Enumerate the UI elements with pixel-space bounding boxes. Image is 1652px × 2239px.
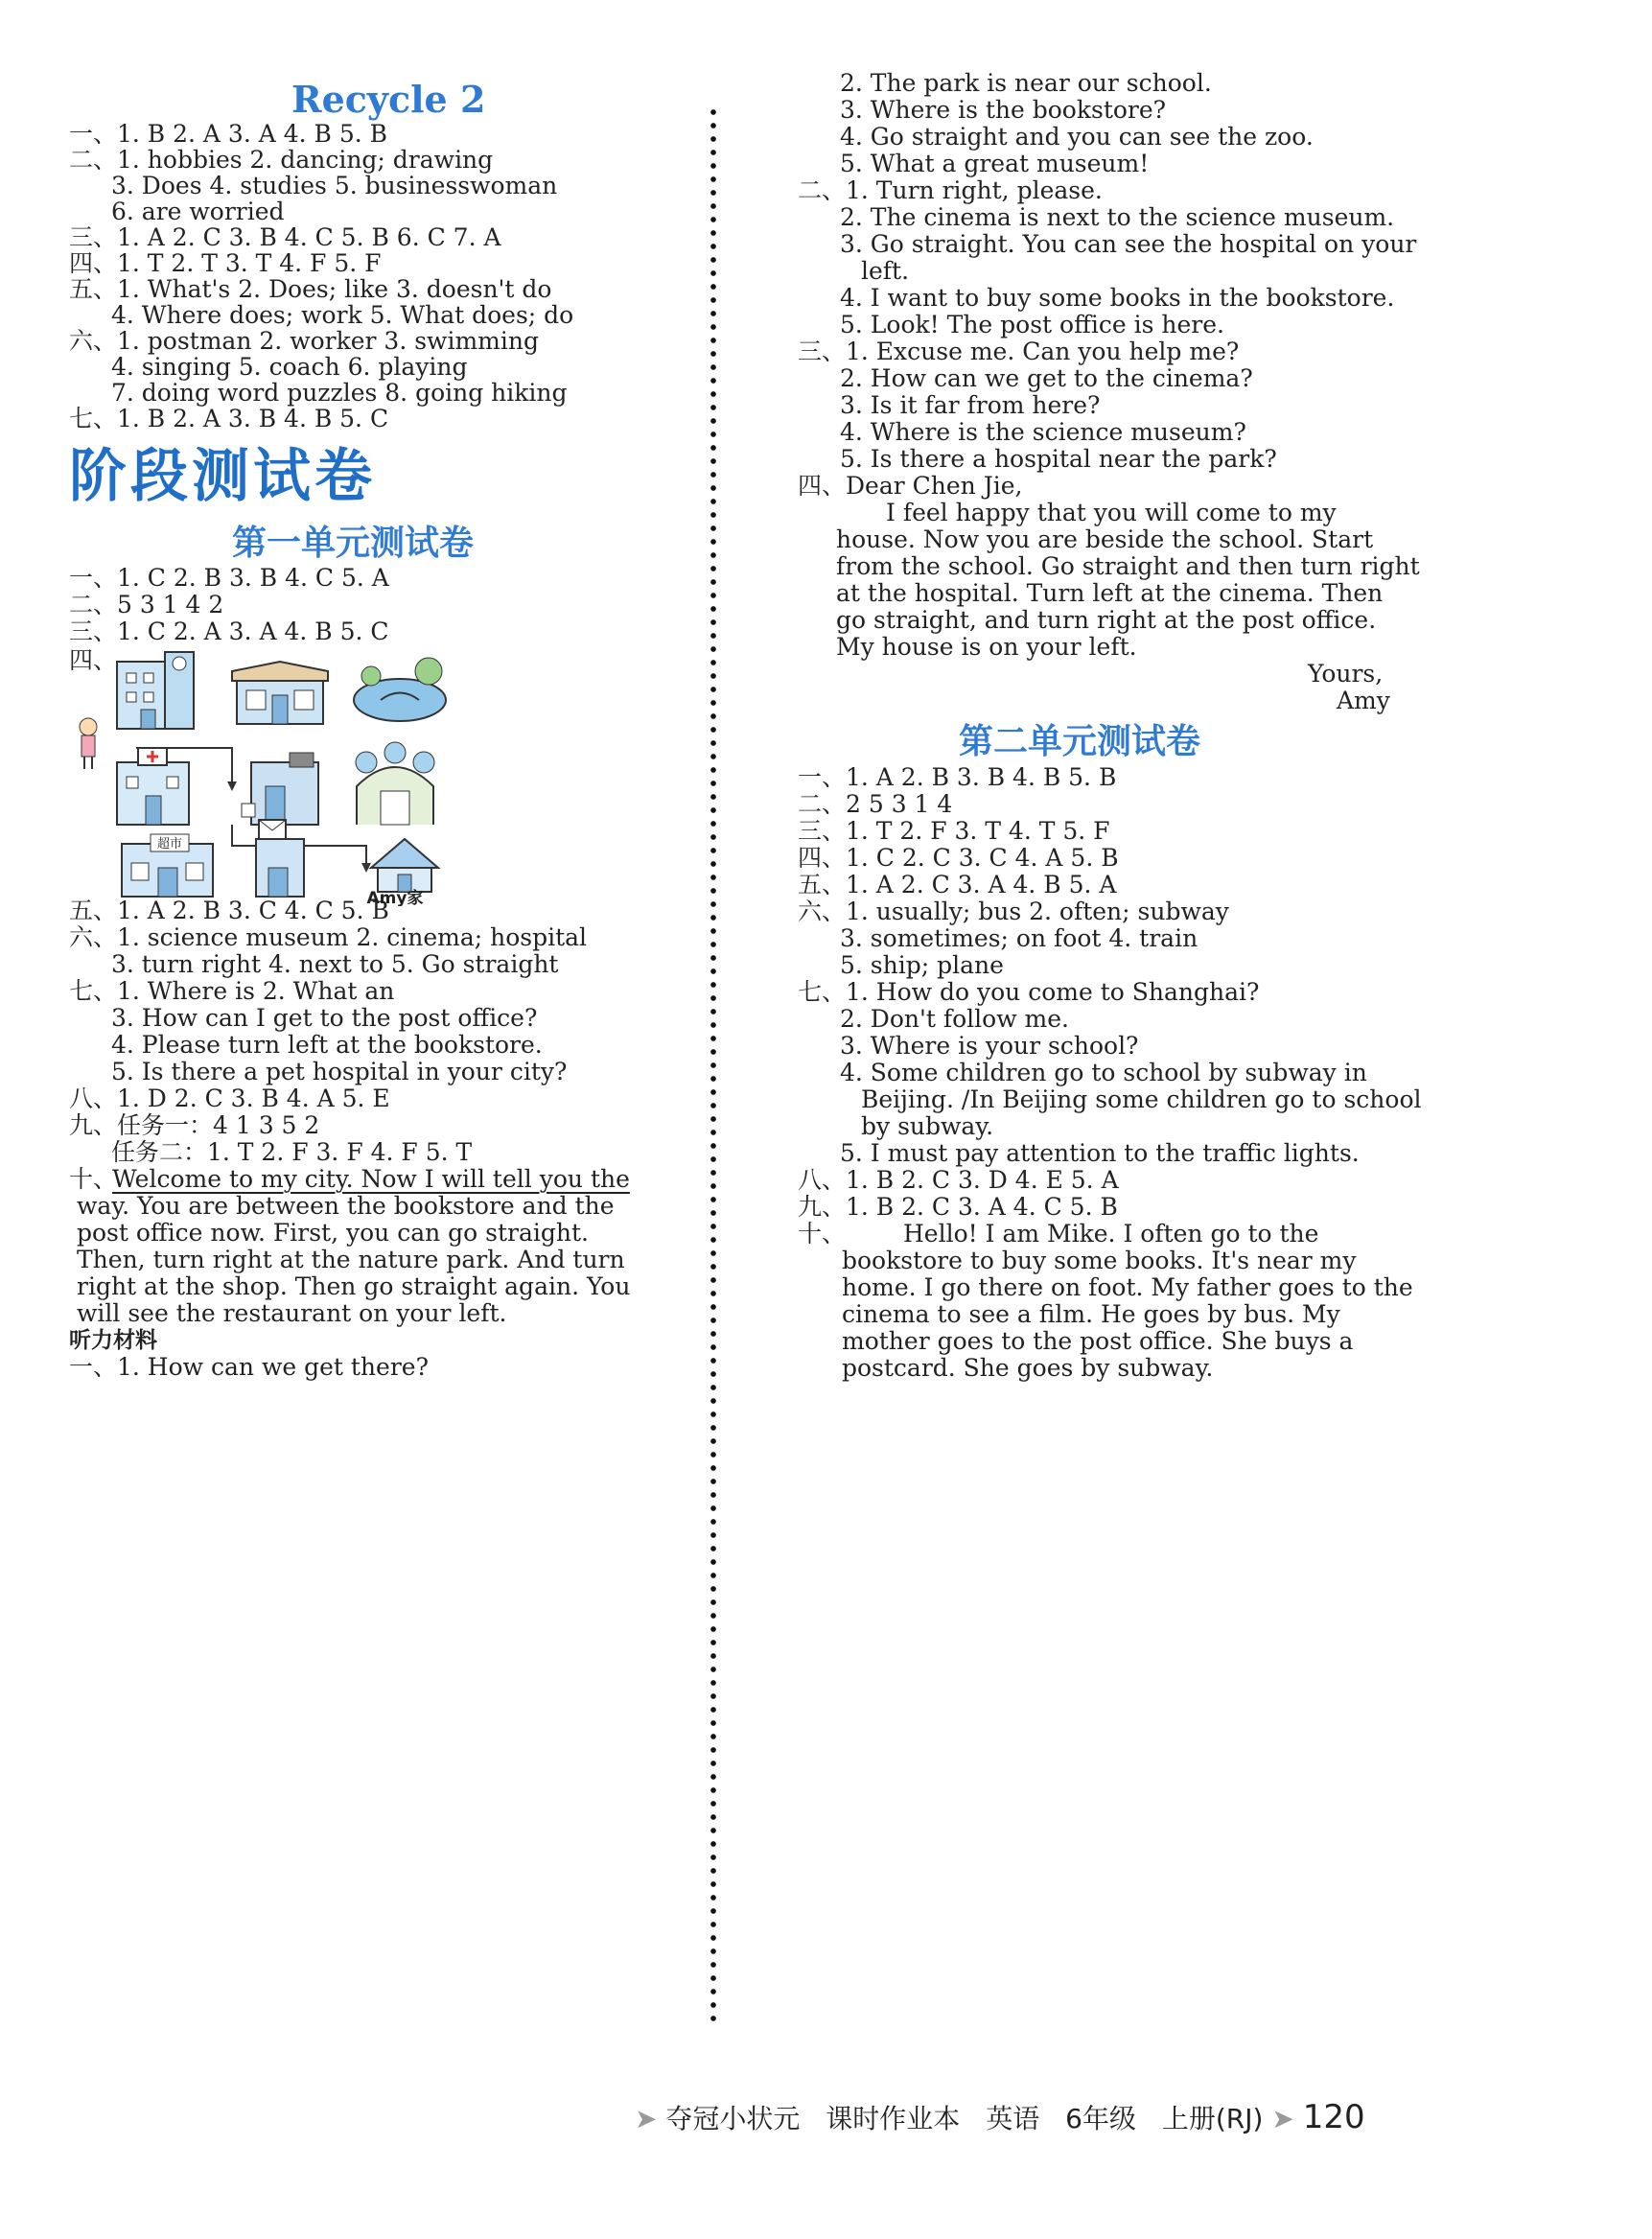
zoo-gate-icon xyxy=(356,742,434,825)
answer-line: 四、 xyxy=(69,646,118,674)
footer-book: 课时作业本 xyxy=(826,2103,961,2134)
essay-line: right at the shop. Then go straight again. You xyxy=(77,1272,631,1300)
answer-line: 3. Where is your school? xyxy=(840,1032,1139,1060)
answer-line: 5. I must pay attention to the traffic lights. xyxy=(840,1139,1360,1167)
answer-line: 2. The cinema is next to the science museum. xyxy=(840,203,1395,231)
park-pond-icon xyxy=(354,658,446,721)
essay-line xyxy=(112,1165,630,1194)
answer-line: 一、1. B 2. A 3. A 4. B 5. B xyxy=(69,120,388,148)
answer-line: 3. turn right 4. next to 5. Go straight xyxy=(111,950,559,978)
section-title: 阶段测试卷 xyxy=(69,443,376,510)
answer-line: 九、1. B 2. C 3. A 4. C 5. B xyxy=(798,1193,1118,1221)
answer-line: 三、1. A 2. C 3. B 4. C 5. B 6. C 7. A xyxy=(69,223,501,251)
letter-line: from the school. Go straight and then turn right xyxy=(836,552,1420,580)
essay-line: home. I go there on foot. My father goes to the xyxy=(842,1273,1413,1301)
answer-line: 三、1. C 2. A 3. A 4. B 5. C xyxy=(69,618,389,645)
answer-line: 一、1. A 2. B 3. B 4. B 5. B xyxy=(798,763,1117,791)
answer-line: 六、1. science museum 2. cinema; hospital xyxy=(69,923,588,951)
answer-line: 六、1. usually; bus 2. often; subway xyxy=(798,898,1229,925)
essay-line: bookstore to buy some books. It's near my xyxy=(842,1247,1357,1274)
answer-line: 四、1. T 2. T 3. T 4. F 5. F xyxy=(69,249,382,277)
essay-line: will see the restaurant on your left. xyxy=(77,1299,507,1327)
letter-line: house. Now you are beside the school. Start xyxy=(836,525,1374,553)
answer-line: 5. ship; plane xyxy=(840,951,1004,979)
essay-line-text: way. You are between the bookstore and the xyxy=(77,1192,615,1220)
cinema-icon xyxy=(242,753,318,825)
answer-line: 3. Does 4. studies 5. businesswoman xyxy=(111,172,558,199)
answer-line: 5. Is there a pet hospital in your city? xyxy=(111,1058,568,1085)
answer-line: 4. Where does; work 5. What does; do xyxy=(111,301,574,329)
answer-line: 任务二：1. T 2. F 3. F 4. F 5. T xyxy=(111,1138,473,1166)
essay-label: 十、 xyxy=(798,1220,847,1248)
recycle2-title: Recycle 2 xyxy=(291,78,486,121)
answer-line: 3. sometimes; on foot 4. train xyxy=(840,924,1198,952)
footer-brand: 夺冠小状元 xyxy=(665,2103,801,2134)
answer-line: 3. Go straight. You can see the hospital on your xyxy=(840,230,1417,258)
answer-line: 4. Go straight and you can see the zoo. xyxy=(840,123,1314,151)
answer-line: 六、1. postman 2. worker 3. swimming xyxy=(69,327,539,355)
essay-line: mother goes to the post office. She buys a xyxy=(842,1327,1354,1355)
essay-line: postcard. She goes by subway. xyxy=(842,1354,1214,1382)
bookstore-icon xyxy=(232,662,328,724)
answer-line: 五、1. A 2. C 3. A 4. B 5. A xyxy=(798,871,1117,898)
essay-line: cinema to see a film. He goes by bus. My xyxy=(842,1300,1340,1328)
route-map-illustration xyxy=(50,642,491,906)
girl-icon xyxy=(80,718,97,769)
essay-line: post office now. First, you can go straight. xyxy=(77,1219,589,1247)
essay-line: Hello! I am Mike. I often go to the xyxy=(903,1220,1319,1248)
answer-line: 五、1. What's 2. Does; like 3. doesn't do xyxy=(69,275,552,303)
answer-line: by subway. xyxy=(861,1112,994,1140)
footer-subject: 英语 xyxy=(986,2103,1040,2134)
answer-line: 4. Where is the science museum? xyxy=(840,418,1246,446)
answer-line: left. xyxy=(861,257,910,285)
answer-line: 3. Is it far from here? xyxy=(840,391,1101,419)
essay-underlined-text: Welcome to my city. Now I will tell you the xyxy=(112,1165,630,1193)
letter-line: My house is on your left. xyxy=(836,633,1137,661)
essay-line: Then, turn right at the nature park. And turn xyxy=(77,1246,625,1273)
essay-label: 十、 xyxy=(69,1165,118,1193)
answer-line: 3. How can I get to the post office? xyxy=(111,1004,538,1032)
answer-line: 一、1. How can we get there? xyxy=(69,1353,429,1381)
answer-line: 3. Where is the bookstore? xyxy=(840,96,1167,124)
answer-line: 一、1. C 2. B 3. B 4. C 5. A xyxy=(69,564,389,592)
letter-line: go straight, and turn right at the post office. xyxy=(836,606,1377,634)
essay-line xyxy=(77,1192,615,1221)
answer-line: 四、Dear Chen Jie, xyxy=(798,472,1023,500)
page-footer xyxy=(635,2100,1365,2136)
answer-line: 二、1. hobbies 2. dancing; drawing xyxy=(69,146,494,174)
amy-house-icon xyxy=(371,839,438,892)
answer-line: 二、2 5 3 1 4 xyxy=(798,790,953,818)
answer-line: 三、1. Excuse me. Can you help me? xyxy=(798,338,1240,365)
answer-line: 4. Some children go to school by subway in xyxy=(840,1059,1367,1086)
footer-volume: 上册(RJ) xyxy=(1161,2103,1264,2134)
letter-signature: Amy xyxy=(1337,687,1390,714)
school-building-icon xyxy=(117,652,194,729)
answer-line: 4. I want to buy some books in the bookstore. xyxy=(840,284,1395,312)
answer-line: 2. How can we get to the cinema? xyxy=(840,364,1253,392)
answer-line: 5. Is there a hospital near the park? xyxy=(840,445,1277,473)
answer-line: 七、1. B 2. A 3. B 4. B 5. C xyxy=(69,405,389,432)
letter-line: at the hospital. Turn left at the cinema. Then xyxy=(836,579,1384,607)
footer-grade: 6年级 xyxy=(1065,2103,1136,2134)
answer-line: 4. Please turn left at the bookstore. xyxy=(111,1031,543,1059)
answer-line: 八、1. B 2. C 3. D 4. E 5. A xyxy=(798,1166,1119,1194)
answer-line: Beijing. /In Beijing some children go to school xyxy=(861,1085,1422,1113)
answer-line: 二、5 3 1 4 2 xyxy=(69,591,224,618)
listening-heading: 听力材料 xyxy=(69,1328,157,1353)
answer-line: 7. doing word puzzles 8. going hiking xyxy=(111,379,568,407)
answer-line: 二、1. Turn right, please. xyxy=(798,176,1103,204)
answer-line: 七、1. Where is 2. What an xyxy=(69,977,395,1005)
answer-line: 5. Look! The post office is here. xyxy=(840,311,1224,338)
letter-line: I feel happy that you will come to my xyxy=(886,499,1337,526)
column-divider xyxy=(710,105,716,2028)
supermarket-label: 超市 xyxy=(156,837,183,851)
letter-sign-off: Yours, xyxy=(1308,660,1384,688)
answer-line: 6. are worried xyxy=(111,198,285,225)
unit1-title: 第一单元测试卷 xyxy=(232,524,475,563)
answer-line: 四、1. C 2. C 3. C 4. A 5. B xyxy=(798,844,1119,872)
answer-line: 2. Don't follow me. xyxy=(840,1005,1070,1033)
post-office-icon xyxy=(256,820,304,897)
page-number: 120 xyxy=(1302,2098,1365,2136)
answer-line: 七、1. How do you come to Shanghai? xyxy=(798,978,1260,1006)
answer-line: 5. What a great museum! xyxy=(840,150,1150,177)
supermarket-icon xyxy=(122,834,213,897)
answer-line: 八、1. D 2. C 3. B 4. A 5. E xyxy=(69,1085,390,1112)
answer-line: 三、1. T 2. F 3. T 4. T 5. F xyxy=(798,817,1110,845)
answer-line: 九、任务一：4 1 3 5 2 xyxy=(69,1111,320,1139)
arrow-icon: ➤ xyxy=(1271,2103,1294,2134)
amy-home-label: Amy家 xyxy=(366,889,424,906)
answer-line: 4. singing 5. coach 6. playing xyxy=(111,353,468,381)
answer-line: 五、1. A 2. B 3. C 4. C 5. B xyxy=(69,897,389,924)
unit2-title: 第二单元测试卷 xyxy=(959,722,1201,761)
arrow-icon: ➤ xyxy=(635,2103,658,2134)
hospital-icon xyxy=(117,748,189,825)
answer-line: 2. The park is near our school. xyxy=(840,69,1212,97)
